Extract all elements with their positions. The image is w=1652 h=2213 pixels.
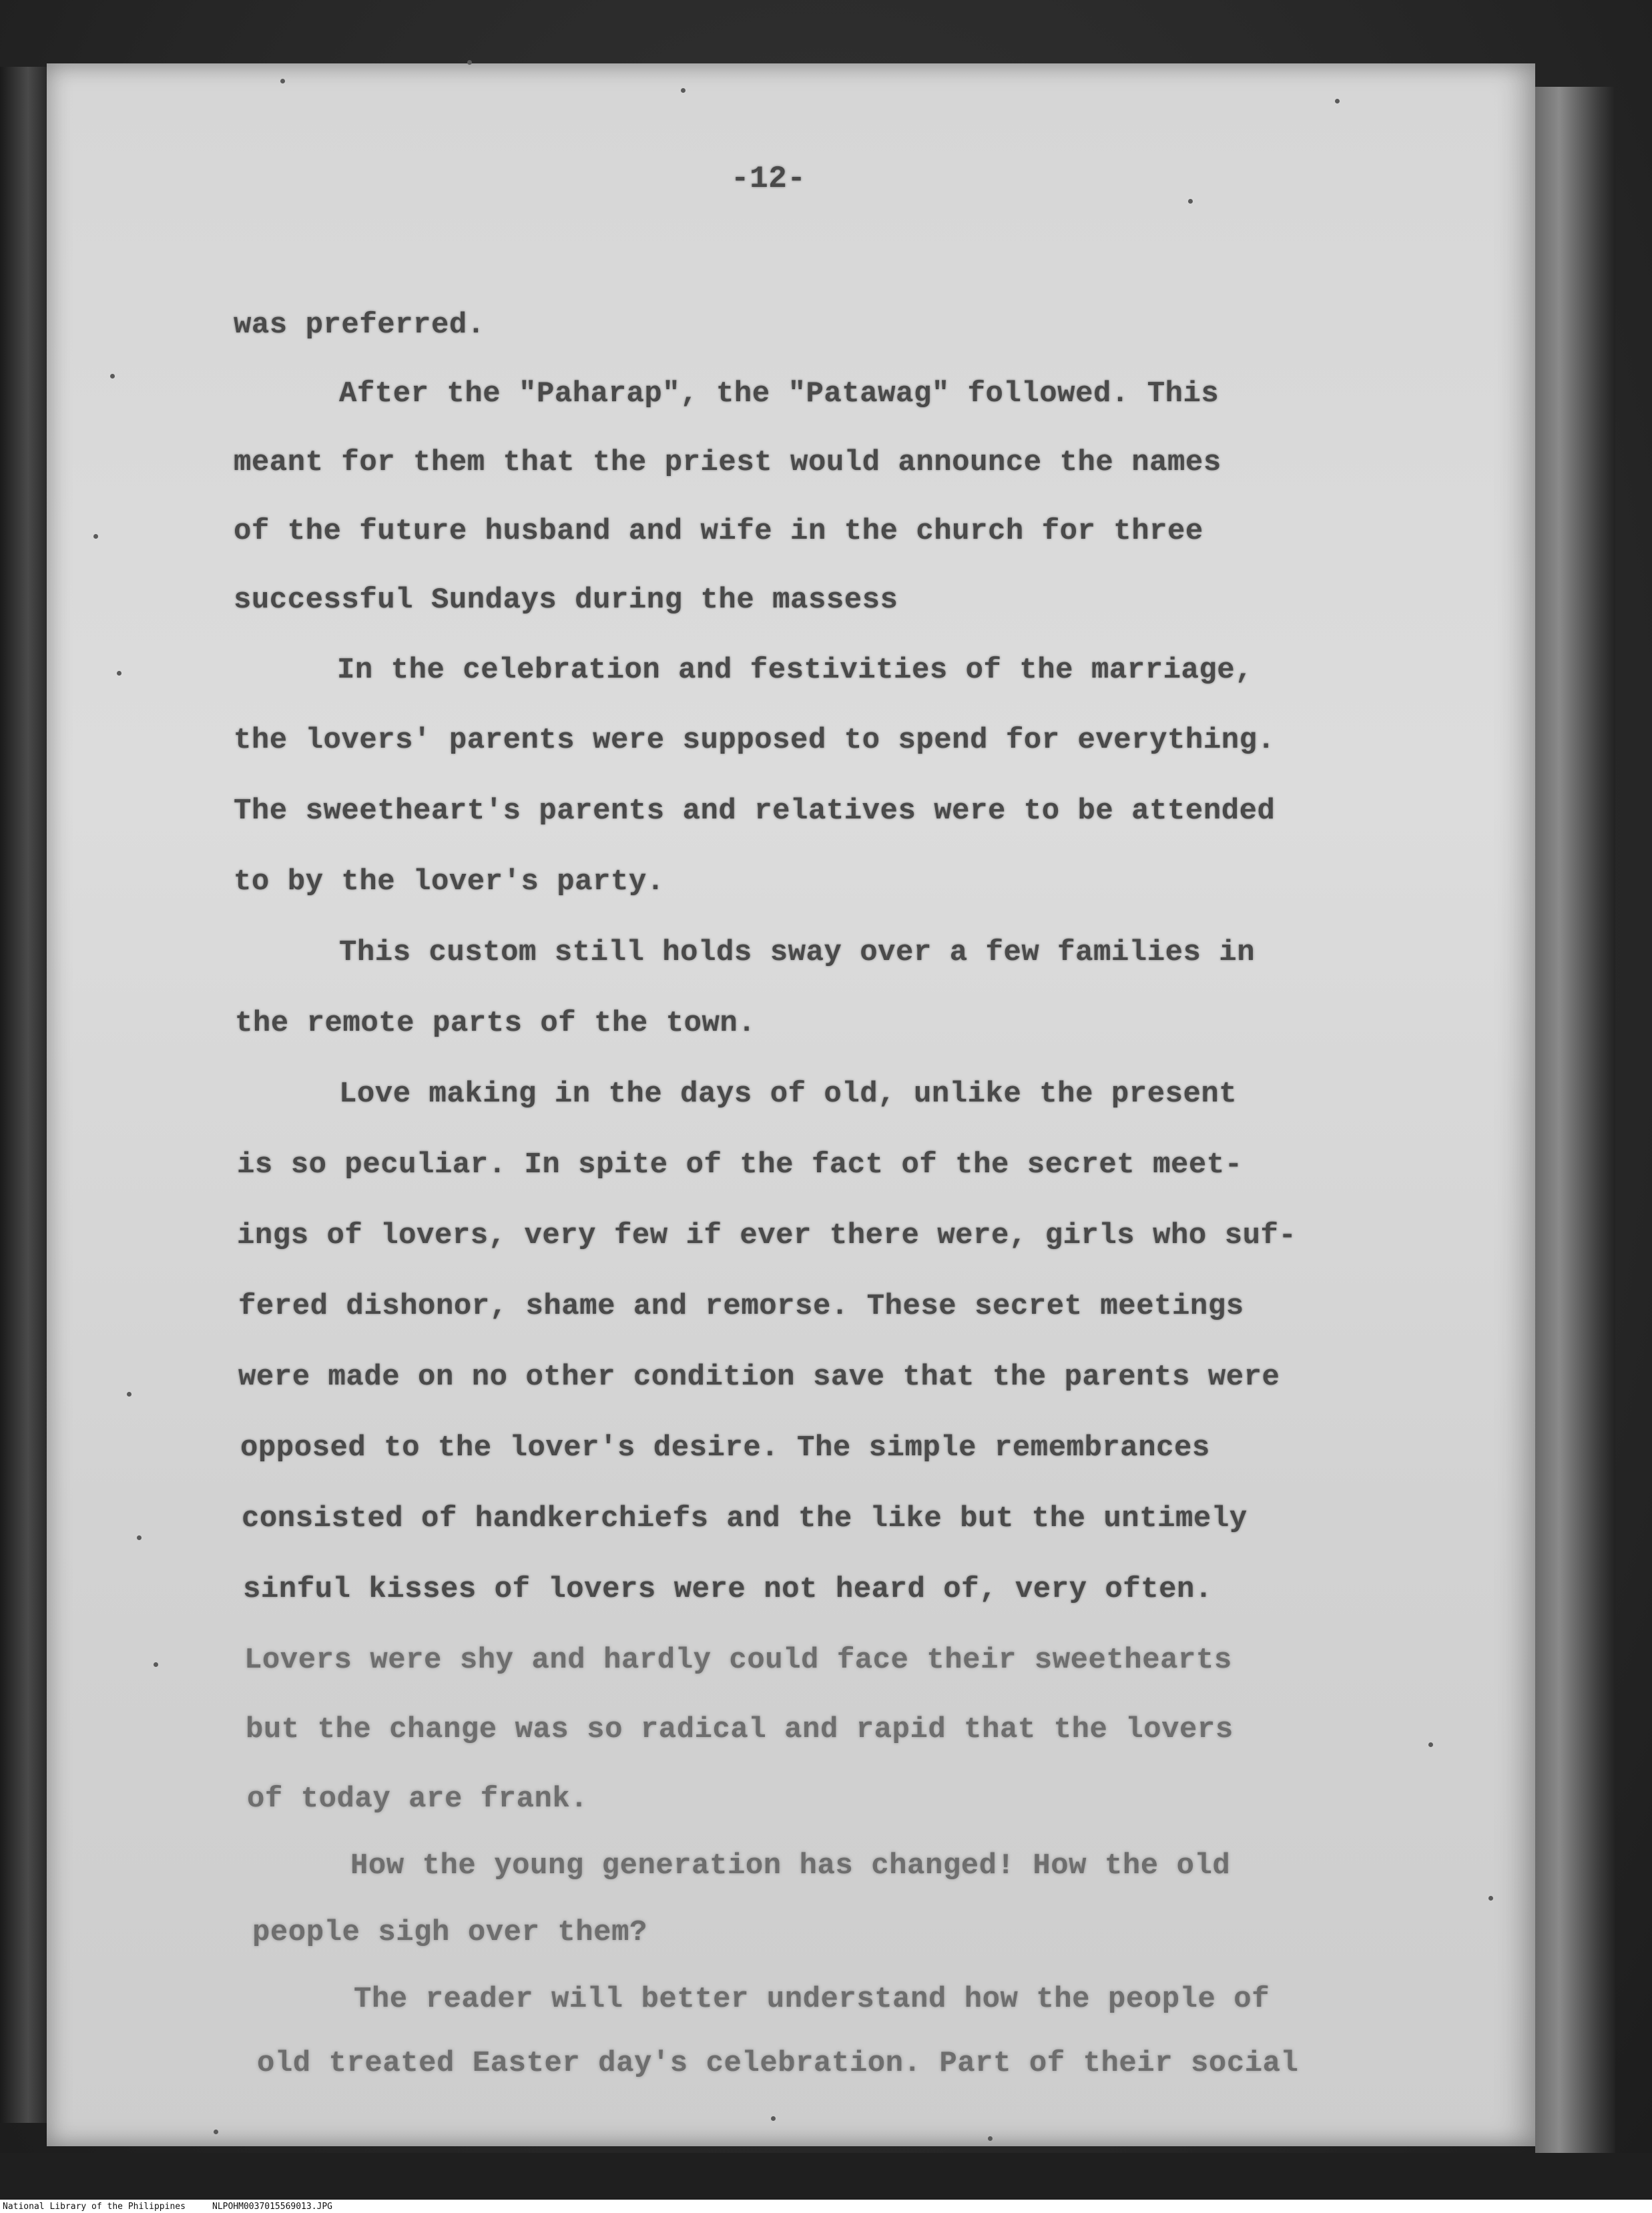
dust-speck: [214, 2130, 218, 2134]
text-line: opposed to the lover's desire. The simple remembrances: [240, 1431, 1210, 1465]
dust-speck: [988, 2136, 993, 2141]
dust-speck: [280, 79, 285, 83]
footer-library-name: National Library of the Philippines: [3, 2202, 186, 2212]
text-line: to by the lover's party.: [234, 865, 665, 899]
text-line: people sigh over them?: [252, 1916, 647, 1949]
dust-speck: [1428, 1742, 1433, 1747]
dust-speck: [137, 1535, 142, 1540]
footer-filename: NLPOHM0037015569013.JPG: [212, 2202, 333, 2212]
text-line: is so peculiar. In spite of the fact of the secret meet-: [237, 1148, 1243, 1182]
text-line: were made on no other condition save that the parents were: [238, 1361, 1280, 1394]
text-line: sinful kisses of lovers were not heard of, very often.: [243, 1573, 1213, 1606]
text-line: the lovers' parents were supposed to spend for everything.: [234, 724, 1276, 757]
dust-speck: [93, 534, 98, 539]
text-line: but the change was so radical and rapid that the lovers: [246, 1713, 1233, 1746]
dust-speck: [681, 88, 685, 93]
dust-speck: [1488, 1896, 1493, 1901]
text-line: How the young generation has changed! How the old: [350, 1849, 1231, 1883]
text-line: After the "Paharap", the "Patawag" followed. This: [339, 377, 1219, 411]
dust-speck: [1188, 199, 1193, 204]
text-line: Love making in the days of old, unlike the present: [339, 1077, 1237, 1111]
text-line: meant for them that the priest would announce the names: [234, 446, 1221, 479]
text-line: In the celebration and festivities of the marriage,: [337, 654, 1254, 687]
text-line: old treated Easter day's celebration. Part of their social: [257, 2047, 1299, 2080]
dust-speck: [1335, 99, 1340, 103]
dust-speck: [127, 1392, 131, 1397]
text-line: consisted of handkerchiefs and the like but the untimely: [242, 1502, 1248, 1535]
dust-speck: [771, 2116, 776, 2121]
bottom-dark-band: [0, 2153, 1652, 2200]
text-line: The reader will better understand how the people of: [354, 1983, 1270, 2016]
page-number: -12-: [731, 162, 806, 196]
text-line: was preferred.: [234, 308, 485, 342]
text-line: ings of lovers, very few if ever there were, girls who suf-: [237, 1219, 1297, 1252]
right-page-edge: [1535, 87, 1615, 2156]
text-line: of the future husband and wife in the church for three: [234, 515, 1203, 548]
text-line: Lovers were shy and hardly could face their sweethearts: [244, 1644, 1232, 1677]
text-line: fered dishonor, shame and remorse. These secret meetings: [238, 1290, 1244, 1323]
text-line: The sweetheart's parents and relatives were to be attended: [234, 794, 1276, 828]
text-line: successful Sundays during the massess: [234, 583, 898, 617]
text-line: the remote parts of the town.: [235, 1007, 756, 1040]
text-line: of today are frank.: [247, 1782, 589, 1816]
dust-speck: [467, 60, 472, 65]
dust-speck: [117, 671, 121, 676]
dust-speck: [110, 374, 115, 379]
text-line: This custom still holds sway over a few families in: [339, 936, 1256, 969]
left-binding-edge: [0, 67, 47, 2123]
dust-speck: [154, 1662, 158, 1667]
